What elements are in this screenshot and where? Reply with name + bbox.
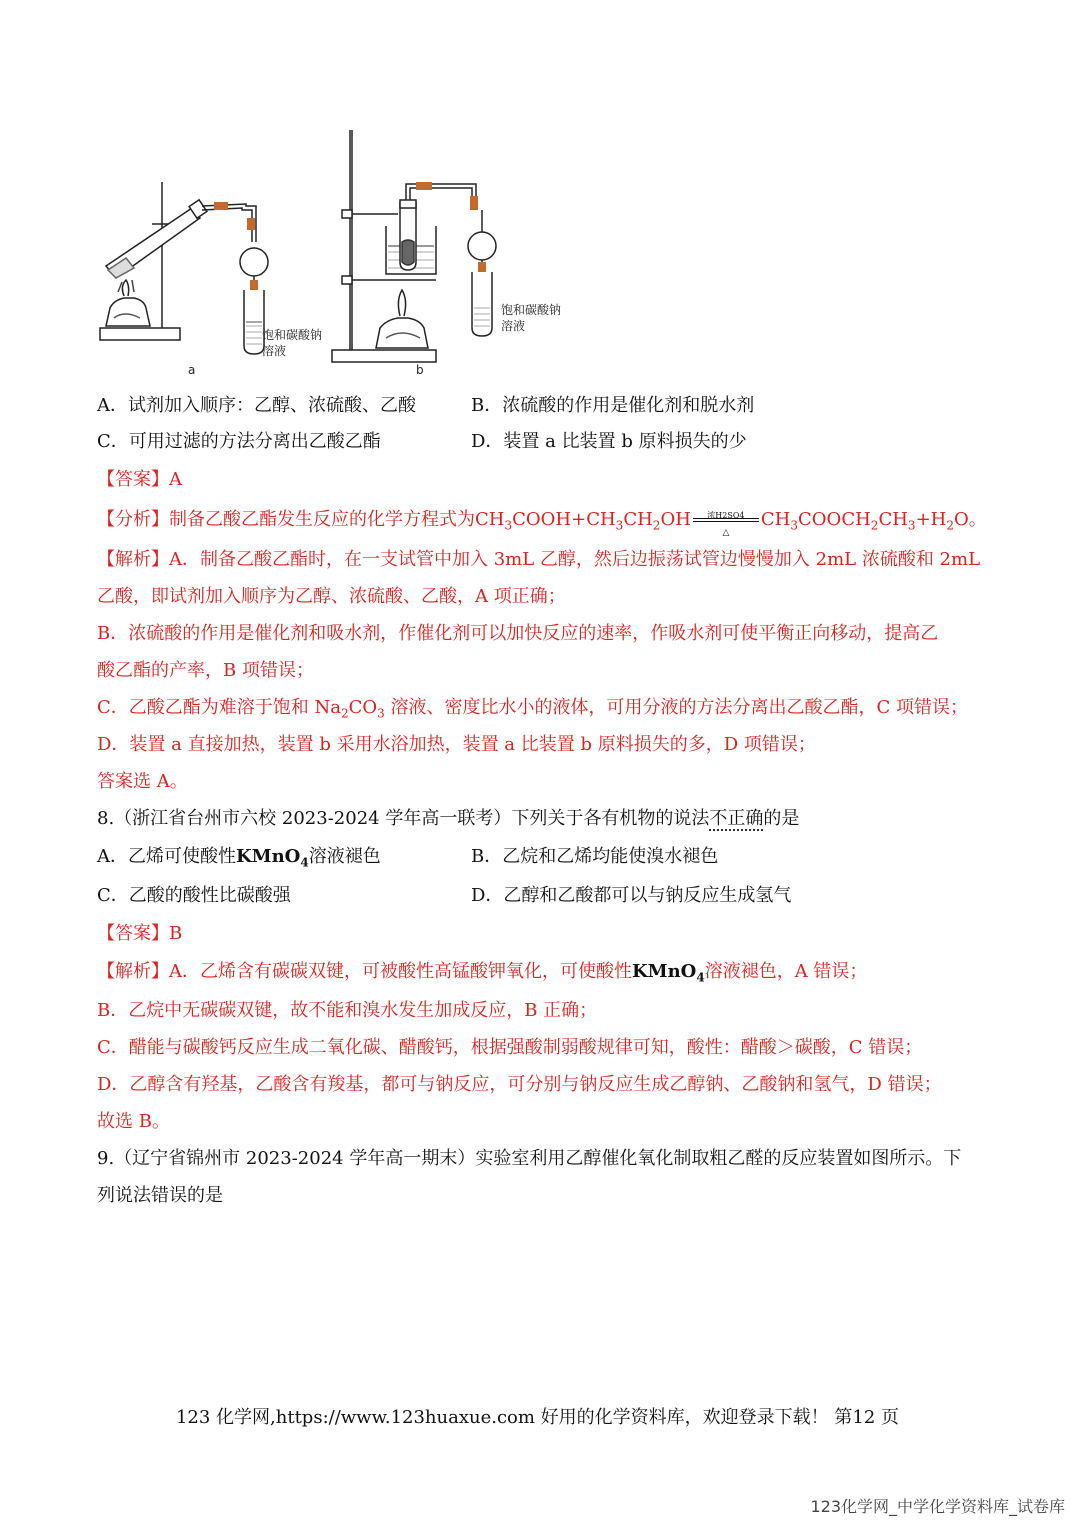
q8-option-a-formula: KMnO — [236, 846, 301, 867]
q8-option-c: C．乙酸的酸性比碳酸强 — [97, 885, 291, 906]
q8-final-answer: 故选 B。 — [97, 1111, 170, 1132]
exp5-part-a: C．乙酸乙酯为难溶于饱和 Na — [97, 697, 341, 718]
q8-stem-emphasis: 不正确 — [709, 808, 764, 829]
equation-arrow — [693, 518, 759, 519]
q7-answer: 【答案】A — [97, 469, 182, 490]
equation-condition-bottom: △ — [722, 528, 730, 538]
analysis-prefix: 【分析】制备乙酸乙酯发生反应的化学方程式为 — [97, 509, 475, 530]
q8-option-d: D．乙醇和乙酸都可以与钠反应生成氢气 — [471, 885, 792, 906]
q8-answer: 【答案】B — [97, 923, 183, 944]
q8-explanation-1 — [97, 960, 867, 990]
q8-explanation-4: D．乙醇含有羟基，乙酸含有羧基，都可与钠反应，可分别与钠反应生成乙醇钠、乙酸钠和氢气，D 错误； — [97, 1074, 942, 1095]
q8-exp1-a: 【解析】A．乙烯含有碳碳双键，可被酸性高锰酸钾氧化，可使酸性 — [97, 961, 632, 982]
q7-explanation-5 — [97, 696, 968, 726]
page-footer: 123 化学网,https://www.123huaxue.com 好用的化学资料库，欢迎登录下载！ 第12 页 — [175, 1407, 900, 1428]
q7-explanation-6: D．装置 a 直接加热，装置 b 采用水浴加热，装置 a 比装置 b 原料损失的多，D 项错误； — [97, 734, 816, 755]
equation-right: $CH_3COOCH_2CH_3+H_2O$。 — [760, 509, 987, 533]
watermark: 123化学网_中学化学资料库_试卷库 — [810, 1497, 1065, 1516]
q7-explanation-3: B．浓硫酸的作用是催化剂和吸水剂，作催化剂可以加快反应的速率，作吸水剂可使平衡正向移动，提高乙 — [97, 623, 939, 644]
q8-exp1-formula: KMnO — [632, 961, 697, 982]
q7-analysis — [97, 508, 987, 538]
q7-option-b: B．浓硫酸的作用是催化剂和脱水剂 — [471, 395, 755, 416]
exp5-part-b: CO — [348, 697, 378, 718]
q7-option-d: D．装置 a 比装置 b 原料损失的少 — [471, 431, 747, 452]
apparatus-b — [332, 130, 496, 362]
q7-explanation-2: 乙酸，即试剂加入顺序为乙醇、浓硫酸、乙酸，A 项正确； — [97, 586, 566, 607]
q7-option-c: C．可用过滤的方法分离出乙酸乙酯 — [97, 431, 381, 452]
figure-label-a: a — [188, 363, 196, 377]
solution-label-a-line1: 饱和碳酸钠 — [262, 328, 323, 342]
q7-final-answer: 答案选 A。 — [97, 771, 188, 792]
q8-stem — [97, 807, 799, 831]
equation-left: $CH_3COOH+CH_3CH_2OH$ — [475, 509, 691, 533]
q8-stem-b: 的是 — [763, 808, 800, 829]
q8-explanation-3: C．醋能与碳酸钙反应生成二氧化碳、醋酸钙，根据强酸制弱酸规律可知，酸性：醋酸＞碳酸，C 错误； — [97, 1037, 923, 1058]
figure-label-b: b — [416, 363, 424, 377]
q7-explanation-4: 酸乙酯的产率，B 项错误； — [97, 660, 314, 681]
apparatus-figure — [96, 122, 586, 384]
q7-option-a: A．试剂加入顺序：乙醇、浓硫酸、乙酸 — [97, 395, 416, 416]
exp5-sub-1: 2 — [340, 706, 349, 721]
solution-label-a-line2: 溶液 — [262, 344, 287, 358]
apparatus-a — [100, 182, 268, 354]
q8-exp1-b: 溶液褪色，A 错误； — [704, 961, 868, 982]
q8-stem-a: 8.（浙江省台州市六校 2023-2024 学年高一联考）下列关于各有机物的说法 — [97, 808, 710, 829]
solution-label-b-line2: 溶液 — [501, 319, 526, 333]
q8-option-a-tail: 溶液褪色 — [308, 846, 381, 867]
q8-option-a-sub: 4 — [300, 855, 309, 870]
q8-explanation-2: B．乙烷中无碳碳双键，故不能和溴水发生加成反应，B 正确； — [97, 1000, 598, 1021]
q8-option-a-text: A．乙烯可使酸性 — [97, 846, 236, 867]
q9-stem-line2: 列说法错误的是 — [97, 1185, 223, 1206]
q8-option-b: B．乙烷和乙烯均能使溴水褪色 — [471, 846, 719, 867]
q8-exp1-sub: 4 — [696, 970, 705, 985]
q8-option-a — [97, 845, 381, 875]
equation-condition-top: 浓H2SO4 — [707, 511, 745, 520]
q9-stem-line1: 9.（辽宁省锦州市 2023-2024 学年高一期末）实验室利用乙醇催化氧化制取粗乙醛的反应装置如图所示。下 — [97, 1148, 962, 1169]
solution-label-b-line1: 饱和碳酸钠 — [501, 303, 562, 317]
equation-condition — [691, 508, 761, 538]
exp5-part-c: 溶液、密度比水小的液体，可用分液的方法分离出乙酸乙酯，C 项错误； — [384, 697, 969, 718]
exp5-sub-2: 3 — [377, 706, 385, 721]
q7-explanation-1: 【解析】A．制备乙酸乙酯时，在一支试管中加入 3mL 乙醇，然后边振荡试管边慢慢加入 2mL 浓硫酸和 2mL — [97, 549, 981, 570]
